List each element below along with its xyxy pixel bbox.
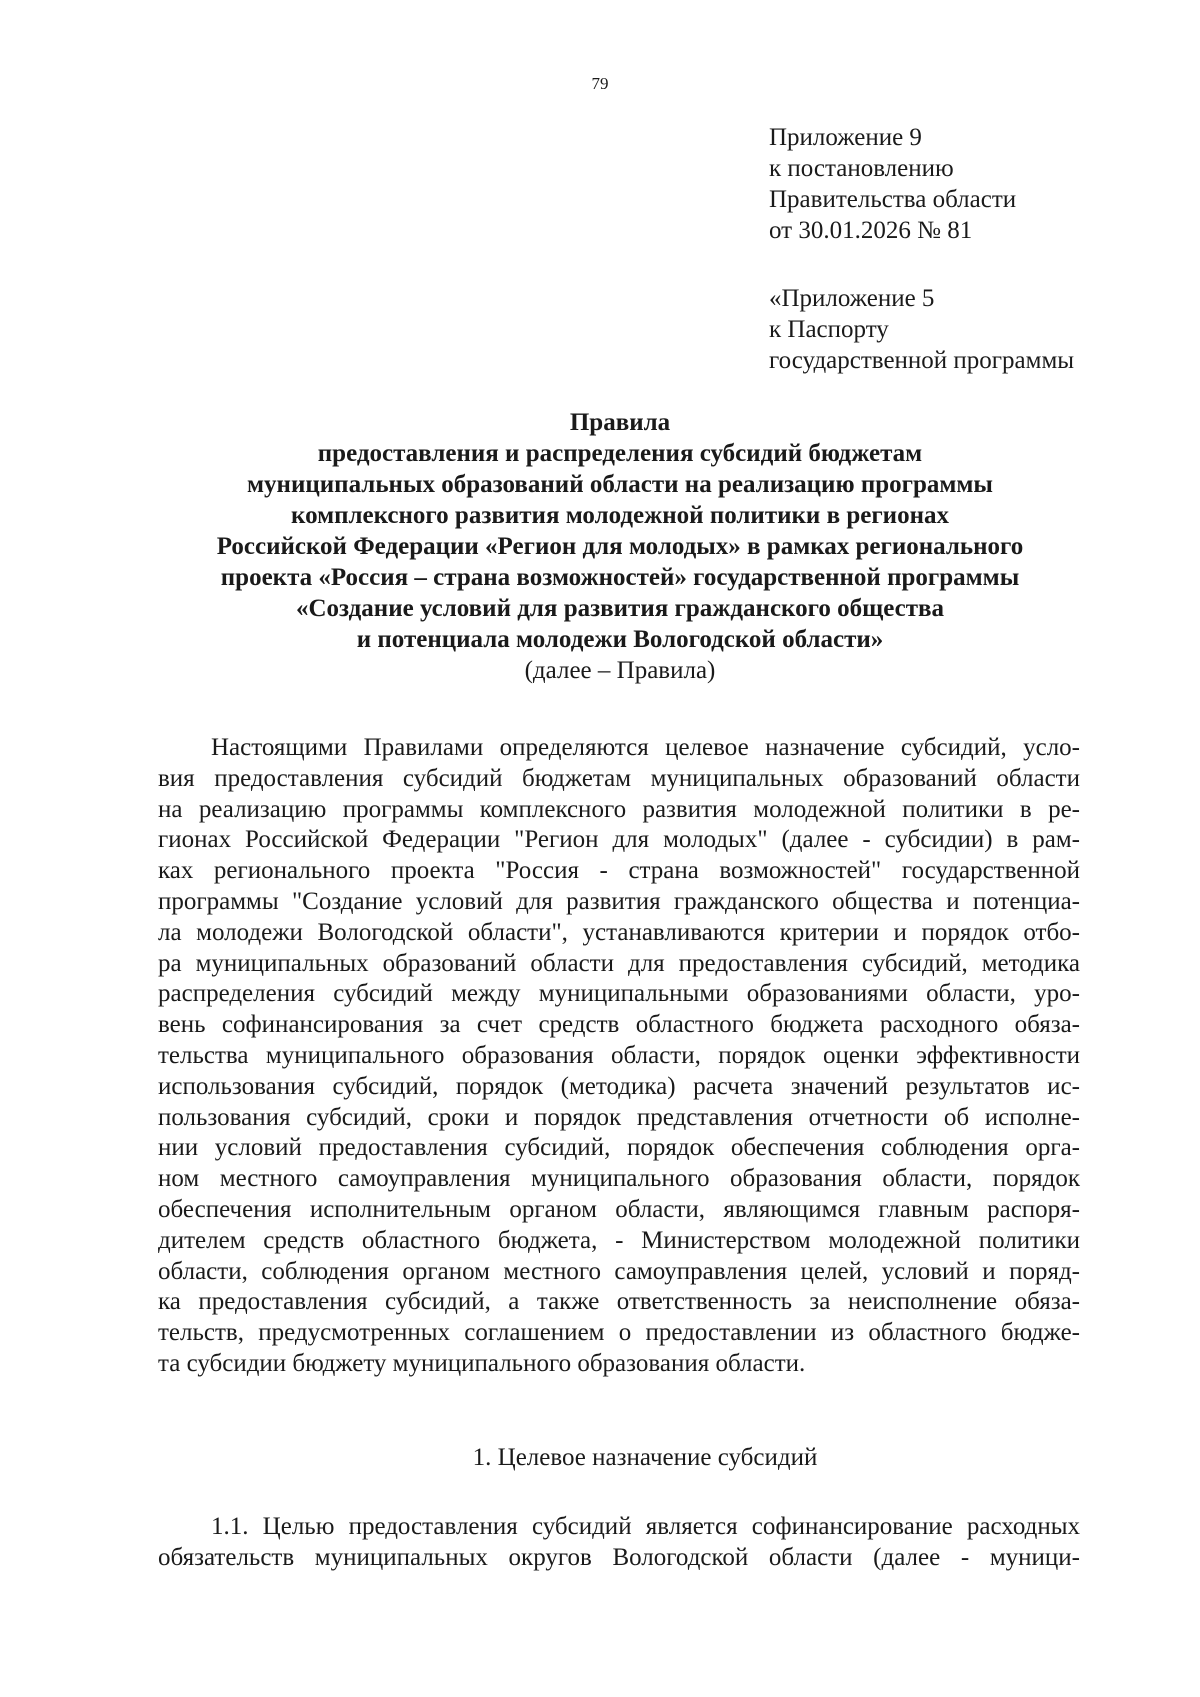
paragraph-line: на реализацию программы комплексного развития молодежной политики в ре-	[158, 795, 1080, 823]
paragraph-line: Настоящими Правилами определяются целевое назначение субсидий, усло-	[211, 734, 1080, 761]
paragraph-line: обеспечения исполнительным органом области, являющимся главным распоря-	[158, 1195, 1080, 1223]
title-line: Российской Федерации «Регион для молодых» в рамках регионального	[216, 533, 1024, 560]
document-title	[160, 407, 1080, 686]
appendix-9-line: Приложение 9	[769, 124, 922, 151]
appendix-5-line: государственной программы	[769, 347, 1075, 374]
paragraph-line: та субсидии бюджету муниципального образования области.	[158, 1349, 806, 1377]
title-line: и потенциала молодежи Вологодской области»	[356, 626, 884, 653]
paragraph-line: ном местного самоуправления муниципального образования области, порядок	[158, 1165, 1080, 1193]
section-1-paragraph	[158, 1511, 1080, 1573]
paragraph-line: гионах Российской Федерации "Регион для молодых" (далее - субсидии) в рам-	[158, 826, 1080, 854]
paragraph-line: тельства муниципального образования области, порядок оценки эффективности	[158, 1041, 1080, 1069]
paragraph-line: распределения субсидий между муниципальными образованиями области, уро-	[158, 980, 1080, 1008]
title-line: муниципальных образований области на реализацию программы	[247, 471, 993, 498]
appendix-5-header	[769, 283, 1074, 376]
title-line: комплексного развития молодежной политики в регионах	[291, 502, 949, 529]
title-line: предоставления и распределения субсидий бюджетам	[317, 440, 923, 467]
appendix-9-line: к постановлению	[769, 155, 954, 182]
paragraph-line: тельств, предусмотренных соглашением о предоставлении из областного бюдже-	[158, 1319, 1080, 1347]
paragraph-line: 1.1. Целью предоставления субсидий является софинансирование расходных	[211, 1513, 1080, 1540]
paragraph-line: вия предоставления субсидий бюджетам муниципальных образований области	[158, 764, 1080, 792]
title-line: «Создание условий для развития гражданского общества	[296, 595, 944, 622]
paragraph-line: области, соблюдения органом местного самоуправления целей, условий и поряд-	[158, 1257, 1080, 1285]
intro-paragraph	[158, 733, 1080, 1380]
title-subtitle: (далее – Правила)	[524, 657, 716, 684]
paragraph-line: ках регионального проекта "Россия - страна возможностей" государственной	[158, 857, 1080, 885]
appendix-5-line: «Приложение 5	[769, 285, 935, 312]
paragraph-line: обязательств муниципальных округов Вологодской области (далее - муници-	[158, 1544, 1080, 1571]
paragraph-line: дителем средств областного бюджета, - Министерством молодежной политики	[158, 1226, 1080, 1254]
paragraph-line: нии условий предоставления субсидий, порядок обеспечения соблюдения орга-	[158, 1134, 1080, 1162]
paragraph-line: ра муниципальных образований области для предоставления субсидий, методика	[158, 949, 1080, 977]
appendix-9-line: Правительства области	[769, 186, 1017, 213]
title-line: проекта «Россия – страна возможностей» государственной программы	[220, 564, 1020, 591]
appendix-9-line: от 30.01.2026 № 81	[769, 217, 973, 244]
paragraph-line: ла молодежи Вологодской области", устанавливаются критерии и порядок отбо-	[158, 918, 1080, 946]
appendix-5-line: к Паспорту	[769, 316, 889, 343]
paragraph-line: использования субсидий, порядок (методика) расчета значений результатов ис-	[158, 1072, 1080, 1100]
paragraph-line: программы "Создание условий для развития гражданского общества и потенциа-	[158, 887, 1080, 915]
paragraph-line: пользования субсидий, сроки и порядок представления отчетности об исполне-	[158, 1103, 1080, 1131]
appendix-9-header	[769, 122, 1016, 246]
paragraph-line: ка предоставления субсидий, а также ответственность за неисполнение обяза-	[158, 1288, 1080, 1316]
title-line: Правила	[569, 409, 671, 436]
paragraph-line: вень софинансирования за счет средств областного бюджета расходного обяза-	[158, 1011, 1080, 1039]
section-heading: 1. Целевое назначение субсидий	[472, 1444, 818, 1471]
page-number: 79	[591, 74, 609, 93]
